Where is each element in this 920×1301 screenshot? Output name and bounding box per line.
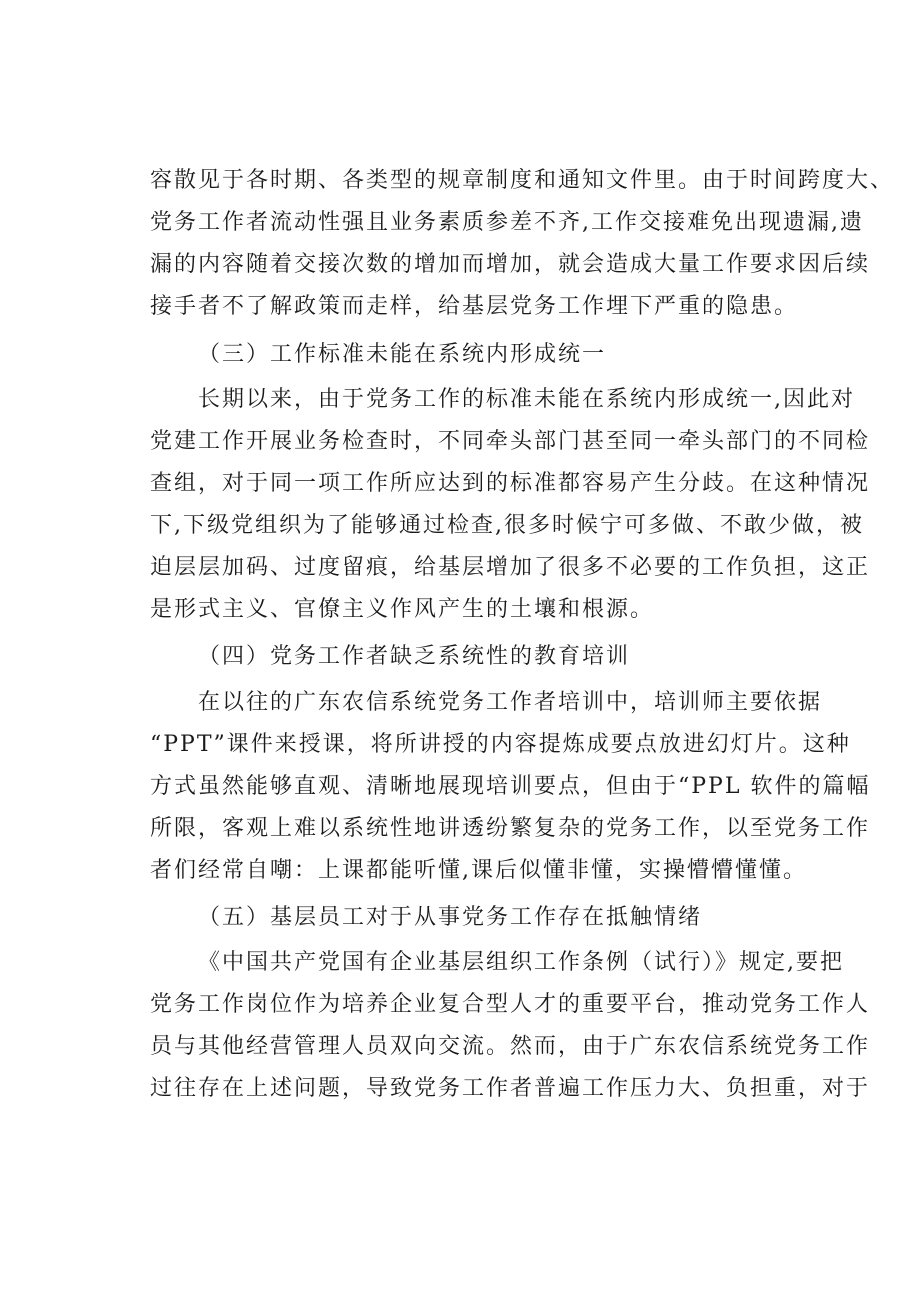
paragraph-3-line-3: 方式虽然能够直观、清晰地展现培训要点，但由于“PPL 软件的篇幅 — [150, 774, 871, 799]
paragraph-2-line-5: 迫层层加码、过度留痕，给基层增加了很多不必要的工作负担，这正 — [150, 555, 871, 580]
section-heading-5: （五）基层员工对于从事党务工作存在抵触情绪 — [198, 905, 703, 930]
paragraph-2-line-1: 长期以来，由于党务工作的标准未能在系统内形成统一,因此对 — [198, 387, 855, 412]
paragraph-4-line-4: 过往存在上述问题，导致党务工作者普遍工作压力大、负担重，对于 — [150, 1076, 871, 1101]
paragraph-1-line-3: 漏的内容随着交接次数的增加而增加，就会造成大量工作要求因后续 — [150, 252, 871, 277]
paragraph-1-line-1: 容散见于各时期、各类型的规章制度和通知文件里。由于时间跨度大、 — [150, 168, 895, 193]
section-heading-3: （三）工作标准未能在系统内形成统一 — [198, 342, 607, 367]
paragraph-3-line-5: 者们经常自嘲：上课都能听懂,课后似懂非懂，实操懵懵懂懂。 — [150, 858, 807, 883]
paragraph-3-line-1: 在以往的广东农信系统党务工作者培训中，培训师主要依据 — [198, 690, 823, 715]
paragraph-3-line-2: “PPT”课件来授课，将所讲授的内容提炼成要点放进幻灯片。这种 — [150, 732, 851, 757]
paragraph-2-line-3: 查组，对于同一项工作所应达到的标准都容易产生分歧。在这种情况 — [150, 471, 871, 496]
paragraph-4-line-3: 员与其他经营管理人员双向交流。然而，由于广东农信系统党务工作 — [150, 1034, 871, 1059]
paragraph-2-line-4: 下,下级党组织为了能够通过检查,很多时候宁可多做、不敢少做，被 — [150, 513, 864, 538]
section-heading-4: （四）党务工作者缺乏系统性的教育培训 — [198, 644, 631, 669]
paragraph-4-line-1: 《中国共产党国有企业基层组织工作条例（试行）》规定,要把 — [198, 950, 844, 975]
paragraph-1-line-4: 接手者不了解政策而走样，给基层党务工作埋下严重的隐患。 — [150, 294, 799, 319]
paragraph-2-line-2: 党建工作开展业务检查时，不同牵头部门甚至同一牵头部门的不同检 — [150, 429, 871, 454]
paragraph-1-line-2: 党务工作者流动性强且业务素质参差不齐,工作交接难免出现遗漏,遗 — [150, 210, 864, 235]
paragraph-3-line-4: 所限，客观上难以系统性地讲透纷繁复杂的党务工作，以至党务工作 — [150, 816, 871, 841]
paragraph-2-line-6: 是形式主义、官僚主义作风产生的土壤和根源。 — [150, 597, 655, 622]
paragraph-4-line-2: 党务工作岗位作为培养企业复合型人才的重要平台，推动党务工作人 — [150, 992, 871, 1017]
